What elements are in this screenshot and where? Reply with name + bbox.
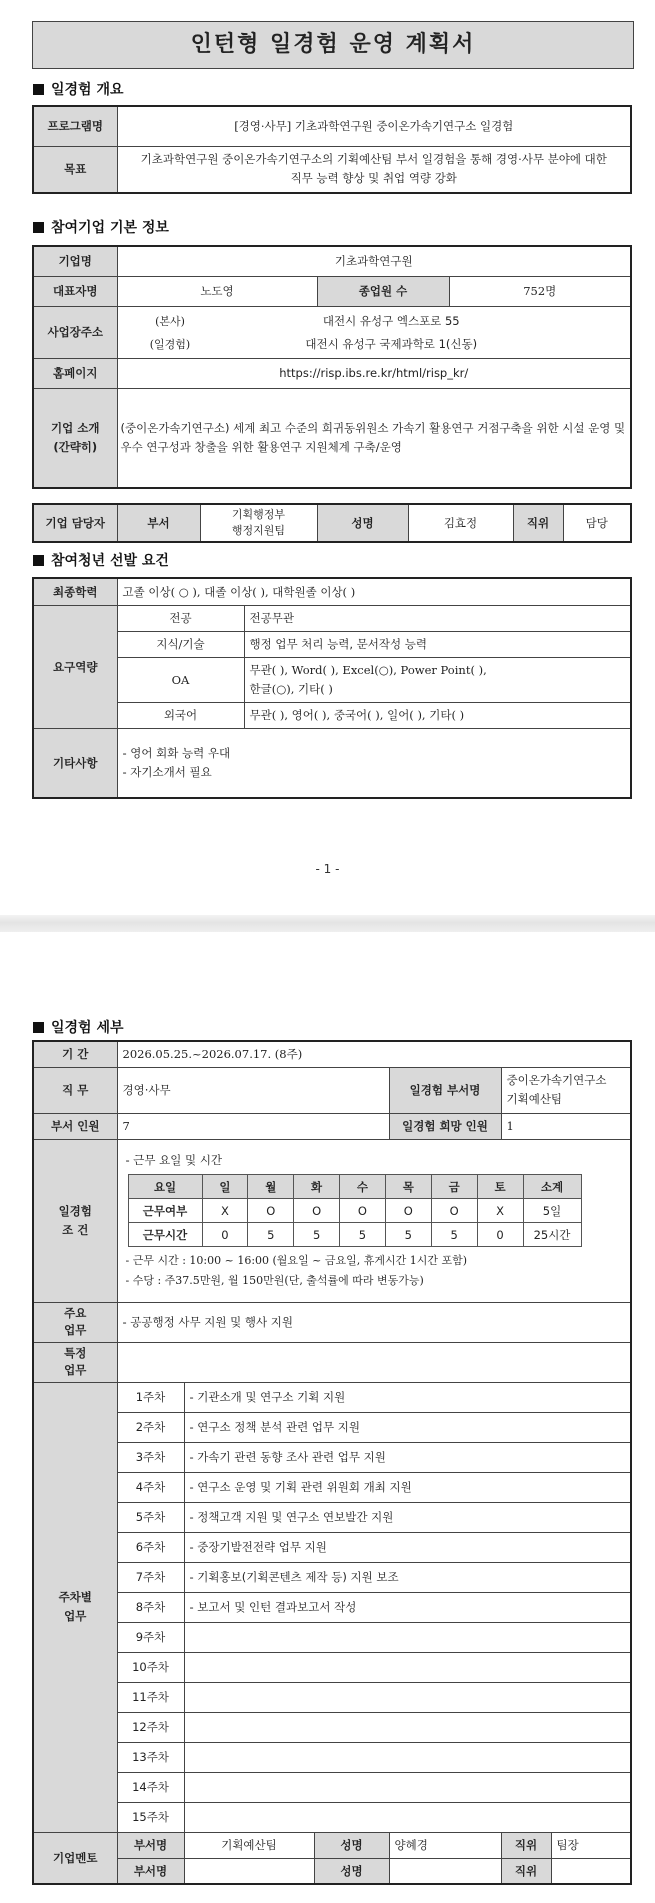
week-label: 4주차 <box>117 1472 184 1502</box>
week-task: - 연구소 운영 및 기획 관련 위원회 개최 지원 <box>184 1472 631 1502</box>
week-label: 13주차 <box>117 1742 184 1772</box>
job-label: 직 무 <box>33 1067 117 1113</box>
weekly-row <box>33 1532 631 1562</box>
mentor2-dept-value <box>184 1858 314 1884</box>
schedule-cell: O <box>248 1199 294 1223</box>
schedule-cell: 5 <box>248 1223 294 1247</box>
weekly-row <box>33 1772 631 1802</box>
weekly-task-label: 주차별 업무 <box>33 1382 117 1832</box>
schedule-header-cell: 요일 <box>128 1175 202 1199</box>
square-bullet-icon <box>33 84 44 95</box>
address-label: 사업장주소 <box>33 306 117 358</box>
mentor-dept-value: 기획예산팀 <box>184 1832 314 1858</box>
schedule-cell: 25시간 <box>523 1223 581 1247</box>
contact-position-value: 담당 <box>563 504 631 542</box>
page-1 <box>0 0 655 915</box>
square-bullet-icon <box>33 222 44 233</box>
mentor-position-label: 직위 <box>501 1832 551 1858</box>
schedule-header-cell: 수 <box>340 1175 386 1199</box>
schedule-cell: 5일 <box>523 1199 581 1223</box>
schedule-cell: 근무시간 <box>128 1223 202 1247</box>
mentor-dept-label: 부서명 <box>117 1832 184 1858</box>
schedule-cell: 5 <box>431 1223 477 1247</box>
goal-value: 기초과학연구원 중이온가속기연구소의 기획예산팀 부서 일경험을 통해 경영·사무 분야에 대한 직무 능력 향상 및 취업 역량 강화 <box>117 146 631 193</box>
square-bullet-icon <box>33 555 44 566</box>
week-label: 10주차 <box>117 1652 184 1682</box>
program-label: 프로그램명 <box>33 106 117 146</box>
mentor2-name-value <box>389 1858 501 1884</box>
weekly-row <box>33 1412 631 1442</box>
schedule-header-cell: 토 <box>477 1175 523 1199</box>
week-task <box>184 1742 631 1772</box>
staff-label: 부서 인원 <box>33 1113 117 1139</box>
etc-value: - 영어 회화 능력 우대 - 자기소개서 필요 <box>117 728 631 798</box>
staff-value: 7 <box>117 1113 389 1139</box>
weekly-row <box>33 1682 631 1712</box>
intro-label: 기업 소개 (간략히) <box>33 388 117 488</box>
week-label: 12주차 <box>117 1712 184 1742</box>
schedule-cell: O <box>385 1199 431 1223</box>
oa-label: OA <box>117 657 244 702</box>
week-task: - 기관소개 및 연구소 기획 지원 <box>184 1382 631 1412</box>
skill-label: 지식/기술 <box>117 631 244 657</box>
address-hq-tag: (본사) <box>155 314 185 328</box>
week-task: - 보고서 및 인턴 결과보고서 작성 <box>184 1592 631 1622</box>
week-task: - 정책고객 지원 및 연구소 연보발간 지원 <box>184 1502 631 1532</box>
major-value: 전공무관 <box>244 605 631 631</box>
schedule-header-cell: 일 <box>202 1175 248 1199</box>
schedule-cell: O <box>340 1199 386 1223</box>
homepage-link[interactable]: https://risp.ibs.re.kr/html/risp_kr/ <box>117 358 631 388</box>
weekly-row <box>33 1802 631 1832</box>
schedule-cell: 0 <box>477 1223 523 1247</box>
pay-note: - 수당 : 주37.5만원, 월 150만원(단, 출석률에 따라 변동가능) <box>125 1274 424 1287</box>
address-cell <box>117 306 631 358</box>
intro-value: (중이온가속기연구소) 세계 최고 수준의 희귀동위원소 가속기 활용연구 거점구축을 위한 시설 운영 및 우수 연구성과 창출을 위한 활용연구 지원체계 구축/운영 <box>117 388 631 488</box>
hours-note: - 근무 시간 : 10:00 ~ 16:00 (월요일 ~ 금요일, 휴게시간 1시간 포함) <box>125 1254 468 1267</box>
mentor2-position-value <box>551 1858 631 1884</box>
week-task <box>184 1652 631 1682</box>
mentor-position-value: 팀장 <box>551 1832 631 1858</box>
detail-dept-value: 중이온가속기연구소 기획예산팀 <box>501 1067 631 1113</box>
weekly-row <box>33 1712 631 1742</box>
contact-dept-value: 기획행정부 행정지원팀 <box>200 504 317 542</box>
schedule-cell: 근무여부 <box>128 1199 202 1223</box>
ceo-label: 대표자명 <box>33 276 117 306</box>
schedule-cell: X <box>477 1199 523 1223</box>
main-task-value: - 공공행정 사무 지원 및 행사 지원 <box>117 1302 631 1342</box>
company-table <box>32 245 632 489</box>
address-work-tag: (일경험) <box>149 337 191 351</box>
week-label: 3주차 <box>117 1442 184 1472</box>
weekly-row <box>33 1622 631 1652</box>
section-detail-heading: 일경험 세부 <box>33 1017 124 1037</box>
hope-value: 1 <box>501 1113 631 1139</box>
schedule-cell: O <box>431 1199 477 1223</box>
square-bullet-icon <box>33 1022 44 1033</box>
mentor2-dept-label: 부서명 <box>117 1858 184 1884</box>
schedule-header-cell: 소계 <box>523 1175 581 1199</box>
week-task: - 가속기 관련 동향 조사 관련 업무 지원 <box>184 1442 631 1472</box>
weekly-row <box>33 1382 631 1412</box>
page-number: - 1 - <box>315 862 340 876</box>
etc-label: 기타사항 <box>33 728 117 798</box>
section-requirements-heading: 참여청년 선발 요건 <box>33 550 169 570</box>
company-name-label: 기업명 <box>33 246 117 276</box>
week-task <box>184 1622 631 1652</box>
competency-label: 요구역량 <box>33 605 117 728</box>
schedule-cell: 5 <box>340 1223 386 1247</box>
week-task: - 연구소 정책 분석 관련 업무 지원 <box>184 1412 631 1442</box>
week-task <box>184 1802 631 1832</box>
week-label: 7주차 <box>117 1562 184 1592</box>
week-label: 15주차 <box>117 1802 184 1832</box>
language-value: 무관( ), 영어( ), 중국어( ), 일어( ), 기타( ) <box>244 702 631 728</box>
mentor-name-label: 성명 <box>314 1832 389 1858</box>
week-label: 8주차 <box>117 1592 184 1622</box>
contact-position-label: 직위 <box>513 504 563 542</box>
week-task: - 기획홍보(기획콘텐츠 제작 등) 지원 보조 <box>184 1562 631 1592</box>
section-company-heading: 참여기업 기본 정보 <box>33 217 169 237</box>
company-name-value: 기초과학연구원 <box>117 246 631 276</box>
contact-label: 기업 담당자 <box>33 504 117 542</box>
schedule-cell: X <box>202 1199 248 1223</box>
week-label: 6주차 <box>117 1532 184 1562</box>
overview-table <box>32 105 632 194</box>
special-task-label: 특정 업무 <box>33 1342 117 1382</box>
schedule-workday-row <box>128 1199 581 1223</box>
address-hq-value: 대전시 유성구 엑스포로 55 <box>322 313 460 328</box>
contact-name-label: 성명 <box>317 504 408 542</box>
mentor2-name-label: 성명 <box>314 1858 389 1884</box>
schedule-cell: 5 <box>385 1223 431 1247</box>
weekly-row <box>33 1742 631 1772</box>
week-label: 5주차 <box>117 1502 184 1532</box>
week-label: 11주차 <box>117 1682 184 1712</box>
schedule-hours-row <box>128 1223 581 1247</box>
weekly-row <box>33 1592 631 1622</box>
hope-label: 일경험 희망 인원 <box>389 1113 501 1139</box>
education-value: 고졸 이상( ○ ), 대졸 이상( ), 대학원졸 이상( ) <box>117 578 631 605</box>
skill-value: 행정 업무 처리 능력, 문서작성 능력 <box>244 631 631 657</box>
page-2 <box>0 932 655 1903</box>
contact-name-value: 김효정 <box>408 504 513 542</box>
page-separator <box>0 915 655 932</box>
program-value: [경영·사무] 기초과학연구원 중이온가속기연구소 일경험 <box>117 106 631 146</box>
schedule-cell: O <box>294 1199 340 1223</box>
week-task <box>184 1772 631 1802</box>
weekly-row <box>33 1442 631 1472</box>
mentor-name-value: 양혜경 <box>389 1832 501 1858</box>
weekly-row <box>33 1502 631 1532</box>
ceo-value: 노도영 <box>117 276 317 306</box>
week-label: 1주차 <box>117 1382 184 1412</box>
period-label: 기 간 <box>33 1041 117 1067</box>
document-title: 인턴형 일경험 운영 계획서 <box>32 21 634 69</box>
condition-title: - 근무 요일 및 시간 <box>125 1153 223 1167</box>
weekly-row <box>33 1652 631 1682</box>
week-label: 14주차 <box>117 1772 184 1802</box>
schedule-header-cell: 화 <box>294 1175 340 1199</box>
condition-cell <box>117 1139 631 1302</box>
period-value: 2026.05.25.~2026.07.17. (8주) <box>117 1041 631 1067</box>
special-task-value <box>117 1342 631 1382</box>
section-overview-heading: 일경험 개요 <box>33 79 124 99</box>
main-task-label: 주요 업무 <box>33 1302 117 1342</box>
schedule-cell: 5 <box>294 1223 340 1247</box>
schedule-header-cell: 목 <box>385 1175 431 1199</box>
schedule-header-row <box>128 1175 581 1199</box>
employees-label: 종업원 수 <box>317 276 449 306</box>
weekly-row <box>33 1562 631 1592</box>
address-work-value: 대전시 유성구 국제과학로 1(신동) <box>305 336 478 351</box>
week-label: 9주차 <box>117 1622 184 1652</box>
contact-dept-label: 부서 <box>117 504 200 542</box>
schedule-table <box>128 1174 582 1247</box>
job-value: 경영·사무 <box>117 1067 389 1113</box>
condition-label: 일경험 조 건 <box>33 1139 117 1302</box>
mentor-label: 기업멘토 <box>33 1832 117 1884</box>
week-task <box>184 1682 631 1712</box>
weekly-row <box>33 1472 631 1502</box>
goal-label: 목표 <box>33 146 117 193</box>
requirements-table <box>32 577 632 799</box>
employees-value: 752명 <box>449 276 631 306</box>
schedule-header-cell: 월 <box>248 1175 294 1199</box>
language-label: 외국어 <box>117 702 244 728</box>
major-label: 전공 <box>117 605 244 631</box>
detail-table <box>32 1040 632 1885</box>
week-task <box>184 1712 631 1742</box>
education-label: 최종학력 <box>33 578 117 605</box>
schedule-cell: 0 <box>202 1223 248 1247</box>
mentor2-position-label: 직위 <box>501 1858 551 1884</box>
schedule-header-cell: 금 <box>431 1175 477 1199</box>
homepage-label: 홈페이지 <box>33 358 117 388</box>
week-task: - 중장기발전전략 업무 지원 <box>184 1532 631 1562</box>
oa-value: 무관( ), Word( ), Excel(○), Power Point( ), 한글(○), 기타( ) <box>244 657 631 702</box>
week-label: 2주차 <box>117 1412 184 1442</box>
detail-dept-label: 일경험 부서명 <box>389 1067 501 1113</box>
contact-table <box>32 503 632 543</box>
